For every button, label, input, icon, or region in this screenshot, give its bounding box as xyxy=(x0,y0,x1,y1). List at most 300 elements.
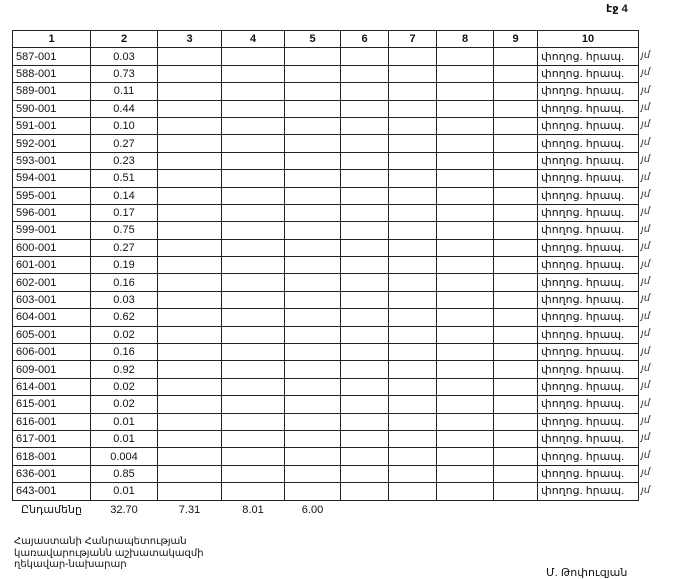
empty-cell xyxy=(389,465,437,482)
empty-cell xyxy=(389,100,437,117)
empty-cell xyxy=(158,239,222,256)
empty-cell xyxy=(494,257,538,274)
purpose-note: փողոց. հրապ. xyxy=(538,413,639,430)
parcel-code: 587-001 xyxy=(13,48,91,65)
purpose-note: փողոց. հրապ. xyxy=(538,152,639,169)
margin-mark: յմ xyxy=(641,467,651,479)
empty-cell xyxy=(285,65,341,82)
empty-cell xyxy=(494,152,538,169)
empty-cell xyxy=(389,187,437,204)
empty-cell xyxy=(222,396,285,413)
empty-cell xyxy=(437,483,494,500)
empty-cell xyxy=(341,326,389,343)
empty-cell xyxy=(341,100,389,117)
parcel-code: 595-001 xyxy=(13,187,91,204)
empty-cell xyxy=(341,465,389,482)
empty-cell xyxy=(437,152,494,169)
empty-cell xyxy=(494,465,538,482)
empty-cell xyxy=(389,257,437,274)
empty-cell xyxy=(158,344,222,361)
empty-cell xyxy=(389,326,437,343)
empty-cell xyxy=(158,291,222,308)
parcel-code: 614-001 xyxy=(13,378,91,395)
page-number: էջ 4 xyxy=(606,3,628,15)
empty-cell xyxy=(494,222,538,239)
empty-cell xyxy=(494,274,538,291)
empty-cell xyxy=(222,291,285,308)
empty-cell xyxy=(494,135,538,152)
empty-cell xyxy=(285,100,341,117)
area-value: 0.11 xyxy=(91,83,158,100)
purpose-note: փողոց. հրապ. xyxy=(538,344,639,361)
table-row xyxy=(13,413,639,430)
parcel-code: 636-001 xyxy=(13,465,91,482)
purpose-note: փողոց. հրապ. xyxy=(538,448,639,465)
area-value: 0.73 xyxy=(91,65,158,82)
empty-cell xyxy=(222,413,285,430)
empty-cell xyxy=(158,378,222,395)
empty-cell xyxy=(437,135,494,152)
empty-cell xyxy=(158,483,222,500)
empty-cell xyxy=(437,465,494,482)
margin-mark: յմ xyxy=(641,154,651,166)
empty-cell xyxy=(285,222,341,239)
empty-cell xyxy=(437,430,494,447)
empty-cell xyxy=(341,135,389,152)
empty-cell xyxy=(285,430,341,447)
purpose-note: փողոց. հրապ. xyxy=(538,135,639,152)
totals-col5: 6.00 xyxy=(285,500,341,519)
empty-cell xyxy=(389,65,437,82)
empty-cell xyxy=(389,117,437,134)
table-row xyxy=(13,100,639,117)
margin-mark: յմ xyxy=(641,189,651,201)
col-header-3: 3 xyxy=(158,31,222,48)
empty-cell xyxy=(389,309,437,326)
empty-cell xyxy=(222,465,285,482)
empty-cell xyxy=(158,100,222,117)
totals-label: Ընդամենը xyxy=(13,500,91,519)
margin-mark: յմ xyxy=(641,293,651,305)
parcel-code: 606-001 xyxy=(13,344,91,361)
empty-cell xyxy=(389,152,437,169)
table-row xyxy=(13,222,639,239)
empty-cell xyxy=(285,117,341,134)
empty-cell xyxy=(341,309,389,326)
empty-cell xyxy=(389,83,437,100)
parcel-code: 590-001 xyxy=(13,100,91,117)
col-header-5: 5 xyxy=(285,31,341,48)
empty-cell xyxy=(437,65,494,82)
area-value: 0.23 xyxy=(91,152,158,169)
table-row xyxy=(13,274,639,291)
totals-col2: 32.70 xyxy=(91,500,158,519)
empty-cell xyxy=(341,222,389,239)
empty-cell xyxy=(222,48,285,65)
empty-cell xyxy=(494,48,538,65)
empty-cell xyxy=(389,361,437,378)
empty-cell xyxy=(389,291,437,308)
margin-mark: յմ xyxy=(641,362,651,374)
margin-mark: յմ xyxy=(641,258,651,270)
margin-mark: յմ xyxy=(641,84,651,96)
empty-cell xyxy=(341,413,389,430)
empty-cell xyxy=(285,135,341,152)
empty-cell xyxy=(437,100,494,117)
area-value: 0.16 xyxy=(91,274,158,291)
col-header-10: 10 xyxy=(538,31,639,48)
area-value: 0.16 xyxy=(91,344,158,361)
empty-cell xyxy=(437,361,494,378)
empty-cell xyxy=(285,48,341,65)
col-header-9: 9 xyxy=(494,31,538,48)
table-row xyxy=(13,483,639,500)
empty-cell xyxy=(341,187,389,204)
empty-cell xyxy=(341,170,389,187)
empty-cell xyxy=(285,465,341,482)
purpose-note: փողոց. հրապ. xyxy=(538,222,639,239)
empty-cell xyxy=(389,222,437,239)
empty-cell xyxy=(494,65,538,82)
empty-cell xyxy=(158,430,222,447)
parcel-code: 618-001 xyxy=(13,448,91,465)
land-parcel-table xyxy=(12,30,639,519)
empty-cell xyxy=(222,274,285,291)
purpose-note: փողոց. հրապ. xyxy=(538,117,639,134)
margin-mark: յմ xyxy=(641,328,651,340)
empty-cell xyxy=(389,448,437,465)
empty-cell xyxy=(222,204,285,221)
empty-cell xyxy=(494,204,538,221)
empty-cell xyxy=(285,170,341,187)
empty-cell xyxy=(158,274,222,291)
empty-cell xyxy=(158,326,222,343)
purpose-note: փողոց. հրապ. xyxy=(538,83,639,100)
parcel-code: 596-001 xyxy=(13,204,91,221)
empty-cell xyxy=(222,117,285,134)
margin-mark: յմ xyxy=(641,275,651,287)
empty-cell xyxy=(437,344,494,361)
parcel-code: 591-001 xyxy=(13,117,91,134)
empty-cell xyxy=(222,187,285,204)
empty-cell xyxy=(222,448,285,465)
table-row xyxy=(13,135,639,152)
empty-cell xyxy=(437,326,494,343)
margin-mark: յմ xyxy=(641,449,651,461)
purpose-note: փողոց. հրապ. xyxy=(538,326,639,343)
purpose-note: փողոց. հրապ. xyxy=(538,170,639,187)
col-header-2: 2 xyxy=(91,31,158,48)
empty-cell xyxy=(341,378,389,395)
margin-mark: յմ xyxy=(641,136,651,148)
empty-cell xyxy=(158,170,222,187)
margin-mark: յմ xyxy=(641,397,651,409)
purpose-note: փողոց. հրապ. xyxy=(538,274,639,291)
empty-cell xyxy=(494,187,538,204)
purpose-note: փողոց. հրապ. xyxy=(538,100,639,117)
empty-cell xyxy=(158,83,222,100)
empty-cell xyxy=(437,413,494,430)
empty-cell xyxy=(389,135,437,152)
empty-cell xyxy=(222,135,285,152)
empty-cell xyxy=(437,291,494,308)
area-value: 0.85 xyxy=(91,465,158,482)
empty-cell xyxy=(389,396,437,413)
parcel-code: 643-001 xyxy=(13,483,91,500)
empty-cell xyxy=(389,430,437,447)
empty-cell xyxy=(437,396,494,413)
empty-cell xyxy=(341,239,389,256)
table-row xyxy=(13,48,639,65)
empty-cell xyxy=(437,117,494,134)
parcel-code: 602-001 xyxy=(13,274,91,291)
purpose-note: փողոց. հրապ. xyxy=(538,361,639,378)
empty-cell xyxy=(158,448,222,465)
empty-cell xyxy=(437,204,494,221)
empty-cell xyxy=(285,378,341,395)
area-value: 0.44 xyxy=(91,100,158,117)
empty-cell xyxy=(285,291,341,308)
empty-cell xyxy=(437,448,494,465)
area-value: 0.10 xyxy=(91,117,158,134)
purpose-note: փողոց. հրապ. xyxy=(538,430,639,447)
parcel-code: 589-001 xyxy=(13,83,91,100)
empty-cell xyxy=(341,361,389,378)
purpose-note: փողոց. հրապ. xyxy=(538,204,639,221)
empty-cell xyxy=(389,170,437,187)
empty-cell xyxy=(222,378,285,395)
table-row xyxy=(13,378,639,395)
empty-cell xyxy=(222,65,285,82)
area-value: 0.51 xyxy=(91,170,158,187)
margin-mark: յմ xyxy=(641,223,651,235)
table-row xyxy=(13,326,639,343)
empty-cell xyxy=(222,344,285,361)
area-value: 0.03 xyxy=(91,291,158,308)
empty-cell xyxy=(437,83,494,100)
empty-cell xyxy=(222,170,285,187)
empty-cell xyxy=(158,257,222,274)
empty-cell xyxy=(222,483,285,500)
empty-cell xyxy=(285,274,341,291)
margin-mark: յմ xyxy=(641,171,651,183)
empty-cell xyxy=(285,448,341,465)
empty-cell xyxy=(222,239,285,256)
margin-mark: յմ xyxy=(641,119,651,131)
purpose-note: փողոց. հրապ. xyxy=(538,187,639,204)
area-value: 0.17 xyxy=(91,204,158,221)
margin-mark: յմ xyxy=(641,484,651,496)
table-row xyxy=(13,204,639,221)
purpose-note: փողոց. հրապ. xyxy=(538,239,639,256)
empty-cell xyxy=(158,117,222,134)
empty-cell xyxy=(285,413,341,430)
empty-cell xyxy=(341,257,389,274)
purpose-note: փողոց. հրապ. xyxy=(538,378,639,395)
empty-cell xyxy=(222,430,285,447)
parcel-code: 600-001 xyxy=(13,239,91,256)
area-value: 0.92 xyxy=(91,361,158,378)
empty-cell xyxy=(222,361,285,378)
table-row xyxy=(13,117,639,134)
area-value: 0.27 xyxy=(91,239,158,256)
empty-cell xyxy=(222,257,285,274)
parcel-code: 593-001 xyxy=(13,152,91,169)
empty-cell xyxy=(494,83,538,100)
parcel-code: 604-001 xyxy=(13,309,91,326)
parcel-code: 588-001 xyxy=(13,65,91,82)
signatory-title-line: կառավարությանն աշխատակազմի xyxy=(14,547,204,559)
empty-cell xyxy=(341,396,389,413)
empty-cell xyxy=(285,152,341,169)
purpose-note: փողոց. հրապ. xyxy=(538,465,639,482)
empty-cell xyxy=(494,291,538,308)
purpose-note: փողոց. հրապ. xyxy=(538,257,639,274)
empty-cell xyxy=(389,48,437,65)
empty-cell xyxy=(158,465,222,482)
empty-cell xyxy=(158,65,222,82)
margin-mark: յմ xyxy=(641,415,651,427)
table-row xyxy=(13,396,639,413)
purpose-note: փողոց. հրապ. xyxy=(538,309,639,326)
empty-cell xyxy=(494,483,538,500)
parcel-code: 617-001 xyxy=(13,430,91,447)
parcel-code: 601-001 xyxy=(13,257,91,274)
margin-mark: յմ xyxy=(641,206,651,218)
col-header-6: 6 xyxy=(341,31,389,48)
empty-cell xyxy=(389,413,437,430)
empty-cell xyxy=(437,222,494,239)
empty-cell xyxy=(158,222,222,239)
empty-cell xyxy=(341,483,389,500)
empty-cell xyxy=(158,48,222,65)
purpose-note: փողոց. հրապ. xyxy=(538,65,639,82)
empty-cell xyxy=(285,187,341,204)
empty-cell xyxy=(389,239,437,256)
empty-cell xyxy=(494,378,538,395)
table-row xyxy=(13,65,639,82)
purpose-note: փողոց. հրապ. xyxy=(538,291,639,308)
empty-cell xyxy=(341,291,389,308)
parcel-code: 609-001 xyxy=(13,361,91,378)
purpose-note: փողոց. հրապ. xyxy=(538,396,639,413)
empty-cell xyxy=(437,378,494,395)
empty-cell xyxy=(341,48,389,65)
empty-cell xyxy=(222,152,285,169)
empty-cell xyxy=(437,309,494,326)
area-value: 0.02 xyxy=(91,396,158,413)
empty-cell xyxy=(158,361,222,378)
area-value: 0.02 xyxy=(91,326,158,343)
empty-cell xyxy=(494,239,538,256)
empty-cell xyxy=(222,309,285,326)
empty-cell xyxy=(285,83,341,100)
empty-cell xyxy=(494,170,538,187)
margin-mark: յմ xyxy=(641,310,651,322)
empty-cell xyxy=(158,309,222,326)
table-row xyxy=(13,291,639,308)
empty-cell xyxy=(437,257,494,274)
empty-cell xyxy=(285,483,341,500)
parcel-code: 592-001 xyxy=(13,135,91,152)
empty-cell xyxy=(158,152,222,169)
empty-cell xyxy=(437,48,494,65)
table-row xyxy=(13,344,639,361)
empty-cell xyxy=(341,430,389,447)
empty-cell xyxy=(158,135,222,152)
area-value: 0.19 xyxy=(91,257,158,274)
signatory-title-line: ղեկավար-նախարար xyxy=(14,559,127,570)
area-value: 0.02 xyxy=(91,378,158,395)
table-row xyxy=(13,239,639,256)
empty-cell xyxy=(389,344,437,361)
signatory-title xyxy=(14,536,204,571)
table-row xyxy=(13,430,639,447)
empty-cell xyxy=(285,396,341,413)
table-row xyxy=(13,465,639,482)
table-row xyxy=(13,152,639,169)
empty-cell xyxy=(285,344,341,361)
empty-cell xyxy=(494,448,538,465)
table-row xyxy=(13,257,639,274)
empty-cell xyxy=(494,117,538,134)
empty-cell xyxy=(341,152,389,169)
col-header-1: 1 xyxy=(13,31,91,48)
table-row xyxy=(13,187,639,204)
empty-cell xyxy=(389,204,437,221)
empty-cell xyxy=(341,274,389,291)
empty-cell xyxy=(158,204,222,221)
empty-cell xyxy=(285,309,341,326)
area-value: 0.75 xyxy=(91,222,158,239)
empty-cell xyxy=(341,448,389,465)
empty-cell xyxy=(389,483,437,500)
area-value: 0.004 xyxy=(91,448,158,465)
signatory-name: Մ. Թոփուզյան xyxy=(546,567,628,579)
signatory-title-line: Հայաստանի Հանրապետության xyxy=(14,536,187,547)
col-header-4: 4 xyxy=(222,31,285,48)
empty-cell xyxy=(222,100,285,117)
table-row xyxy=(13,170,639,187)
purpose-note: փողոց. հրապ. xyxy=(538,483,639,500)
empty-cell xyxy=(437,274,494,291)
empty-cell xyxy=(494,309,538,326)
parcel-code: 594-001 xyxy=(13,170,91,187)
empty-cell xyxy=(389,378,437,395)
empty-cell xyxy=(222,326,285,343)
empty-cell xyxy=(341,117,389,134)
area-value: 0.27 xyxy=(91,135,158,152)
area-value: 0.62 xyxy=(91,309,158,326)
margin-mark: յմ xyxy=(641,432,651,444)
empty-cell xyxy=(341,344,389,361)
empty-cell xyxy=(341,65,389,82)
empty-cell xyxy=(494,100,538,117)
margin-mark: յմ xyxy=(641,49,651,61)
empty-cell xyxy=(158,413,222,430)
margin-mark: յմ xyxy=(641,345,651,357)
area-value: 0.01 xyxy=(91,483,158,500)
empty-cell xyxy=(222,83,285,100)
table-row xyxy=(13,309,639,326)
empty-cell xyxy=(285,361,341,378)
totals-col4: 8.01 xyxy=(222,500,285,519)
empty-cell xyxy=(285,326,341,343)
totals-row xyxy=(13,500,639,519)
empty-cell xyxy=(389,274,437,291)
empty-cell xyxy=(494,326,538,343)
col-header-8: 8 xyxy=(437,31,494,48)
